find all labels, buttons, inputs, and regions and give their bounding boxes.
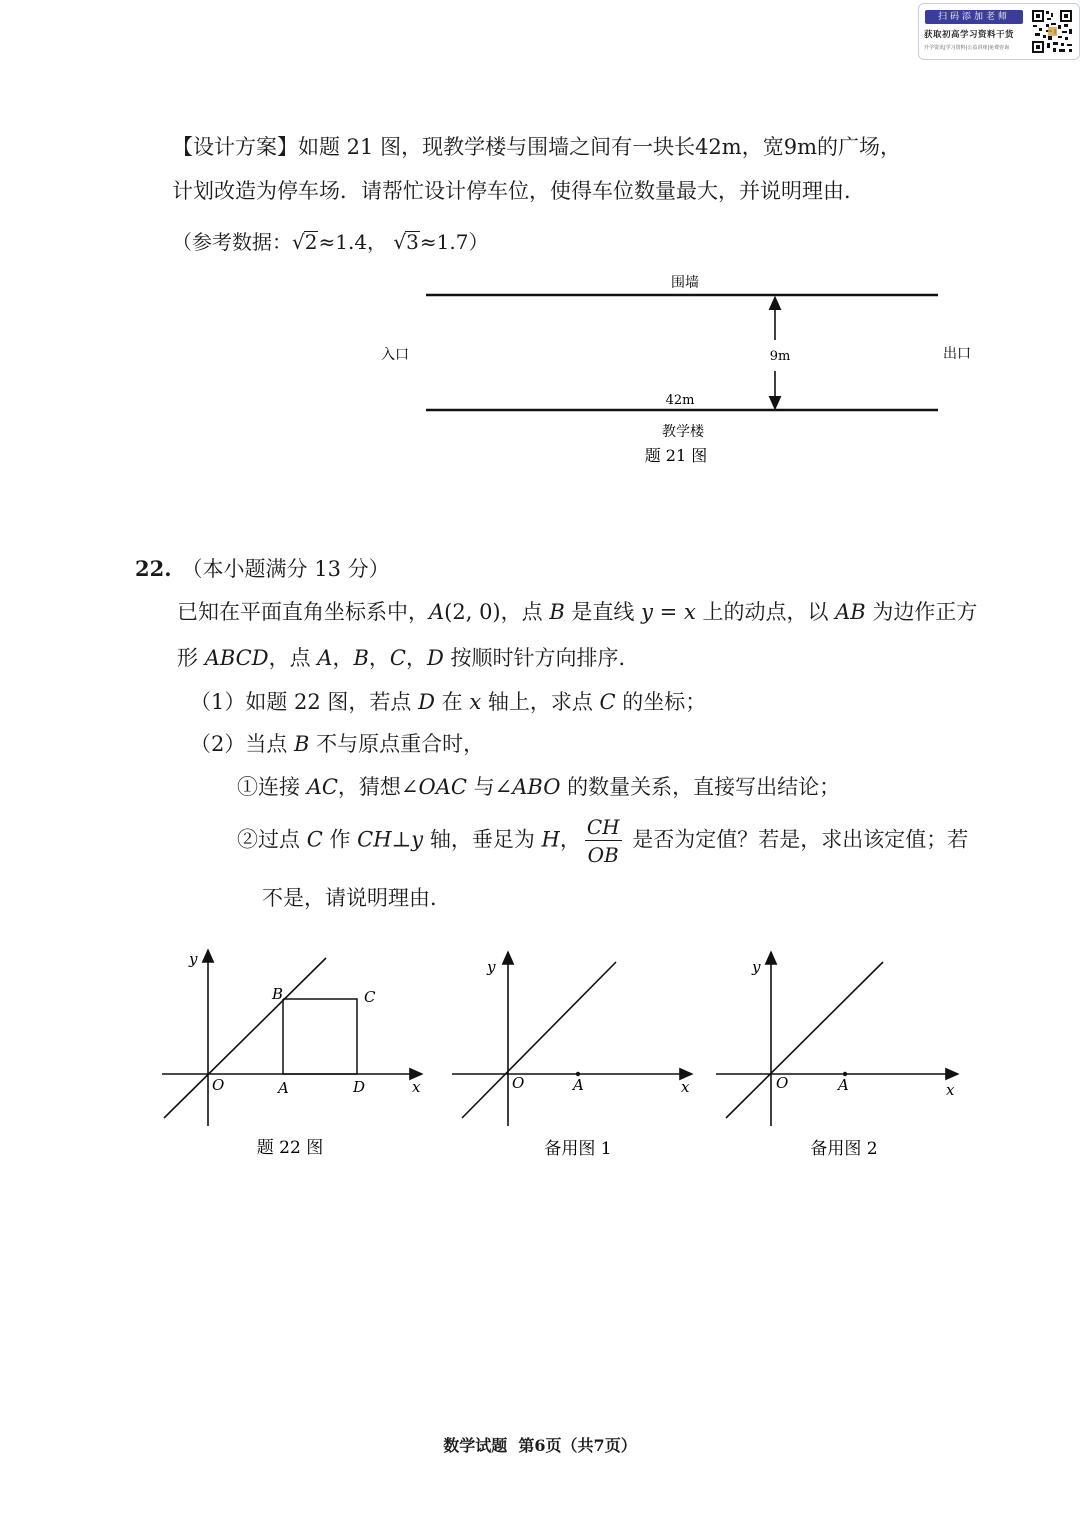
y-label: y	[487, 958, 496, 976]
figures-22	[150, 940, 980, 1170]
t: (2, 0)，点	[444, 600, 550, 624]
backup-figure-1-caption: 备用图 1	[544, 1139, 612, 1159]
t: 在	[434, 690, 470, 714]
t: ，	[405, 646, 427, 670]
q22-subpart-1	[237, 777, 840, 798]
figure-22-main	[162, 950, 422, 1158]
origin-label: O	[776, 1074, 789, 1092]
t: ，	[332, 646, 354, 670]
q22-line-1	[177, 602, 977, 623]
point-c-label: C	[364, 988, 376, 1006]
t: 与∠	[466, 775, 513, 799]
building-label: 教学楼	[662, 424, 704, 440]
t: C	[306, 827, 323, 852]
t: 不与原点重合时，	[309, 732, 485, 756]
t: OAC	[418, 775, 467, 799]
q22-part-1	[190, 692, 706, 713]
q21-reference-data	[172, 231, 488, 253]
width-label: 9m	[769, 349, 791, 364]
t: ABCD	[204, 646, 269, 670]
line-y-equals-x	[726, 962, 883, 1118]
length-label: 42m	[665, 393, 695, 408]
origin-label: O	[212, 1076, 225, 1094]
t: =	[652, 600, 684, 624]
point-a-label: A	[573, 1076, 584, 1094]
square-abcd	[283, 999, 357, 1074]
qr-code-icon	[1031, 9, 1073, 54]
line-y-equals-x	[164, 958, 326, 1118]
t: CH	[357, 827, 392, 852]
x-label: x	[946, 1081, 955, 1099]
q21-line-2: 计划改造为停车场．请帮忙设计停车位，使得车位数量最大，并说明理由．	[172, 179, 865, 203]
sqrt-2: 2	[304, 230, 318, 254]
t: ABO	[512, 775, 561, 799]
figure-21-caption: 题 21 图	[644, 446, 708, 465]
x-label: x	[412, 1078, 421, 1096]
qr-badge[interactable]	[918, 3, 1080, 60]
t: y	[411, 827, 424, 852]
t: C	[389, 646, 406, 670]
figure-21	[370, 265, 990, 470]
figure-22-caption: 题 22 图	[256, 1138, 324, 1158]
fraction-ch-ob	[585, 817, 622, 865]
t: 是否为定值？若是，求出该定值；若	[625, 827, 969, 852]
q22-header	[135, 558, 390, 580]
entrance-label: 入口	[381, 347, 409, 363]
t: 按顺时针方向排序．	[443, 646, 640, 670]
t: ①连接	[237, 775, 307, 799]
point-a-label: A	[278, 1079, 289, 1097]
t: 上的动点，以	[695, 600, 836, 624]
t: A	[317, 646, 333, 670]
q22-line-2	[177, 648, 640, 669]
t: D	[426, 646, 444, 670]
t: 轴上，求点	[481, 690, 600, 714]
t: 轴，垂足为	[423, 827, 542, 852]
t: x	[469, 690, 482, 714]
t: 的坐标；	[615, 690, 707, 714]
badge-title: 扫码添加老师	[925, 10, 1023, 24]
t: 为边作正方	[865, 600, 978, 624]
badge-subtitle: 获取初高学习资料干货	[924, 30, 1015, 40]
badge-tagline: 升学资讯|学习资料|公益讲座|免费咨询	[924, 45, 1010, 51]
t: 作	[322, 827, 358, 852]
page-footer: 数学试题 第6页（共7页）	[443, 1436, 637, 1455]
x-label: x	[681, 1078, 690, 1096]
t: 是直线	[564, 600, 642, 624]
t: AC	[306, 775, 338, 799]
point-b-label: B	[272, 985, 284, 1003]
t: B	[353, 646, 369, 670]
fraction-numerator: CH	[586, 815, 620, 839]
q22-part-2	[190, 734, 484, 755]
wall-label: 围墙	[671, 275, 699, 291]
point-d-label: D	[353, 1078, 366, 1096]
t: C	[599, 690, 616, 714]
approx-2: ≈1.7）	[419, 230, 489, 254]
t: ⊥	[391, 827, 412, 852]
fraction-denominator: OB	[587, 843, 619, 867]
t: （1）如题 22 图，若点	[190, 690, 419, 714]
point-a-label: A	[838, 1076, 849, 1094]
t: ，猜想∠	[337, 775, 419, 799]
backup-figure-1	[452, 952, 692, 1159]
t: y	[641, 600, 653, 624]
question-score: （本小题满分 13 分）	[181, 557, 390, 581]
backup-figure-2	[716, 952, 958, 1159]
approx-1: ≈1.4，	[318, 230, 388, 254]
y-label: y	[752, 958, 761, 976]
t: H	[541, 827, 560, 852]
t: ，	[368, 646, 390, 670]
t: （2）当点	[190, 732, 295, 756]
t: x	[683, 600, 696, 624]
t: B	[294, 732, 310, 756]
q22-subpart-2	[237, 817, 968, 865]
ref-prefix: （参考数据：	[172, 230, 292, 254]
origin-label: O	[512, 1074, 525, 1092]
t: D	[418, 690, 435, 714]
sqrt-3: 3	[406, 230, 419, 254]
t: 形	[177, 646, 205, 670]
t: ，	[559, 827, 581, 852]
line-y-equals-x	[462, 962, 616, 1118]
q21-line-1: 【设计方案】如题 21 图，现教学楼与围墙之间有一块长42m，宽9m的广场，	[172, 135, 901, 159]
t: 已知在平面直角坐标系中，	[177, 600, 429, 624]
t: 的数量关系，直接写出结论；	[560, 775, 841, 799]
q22-subpart-2-cont: 不是，请说明理由．	[262, 886, 451, 910]
t: ，点	[268, 646, 318, 670]
y-label: y	[189, 950, 198, 968]
sqrt-sign: √	[292, 230, 305, 254]
sqrt-sign-2: √	[393, 230, 407, 254]
t: AB	[835, 600, 866, 624]
t: B	[549, 600, 565, 624]
t: A	[429, 600, 445, 624]
exit-label: 出口	[943, 346, 971, 362]
t: ②过点	[237, 827, 307, 852]
question-number: 22.	[135, 556, 172, 581]
backup-figure-2-caption: 备用图 2	[810, 1139, 878, 1159]
